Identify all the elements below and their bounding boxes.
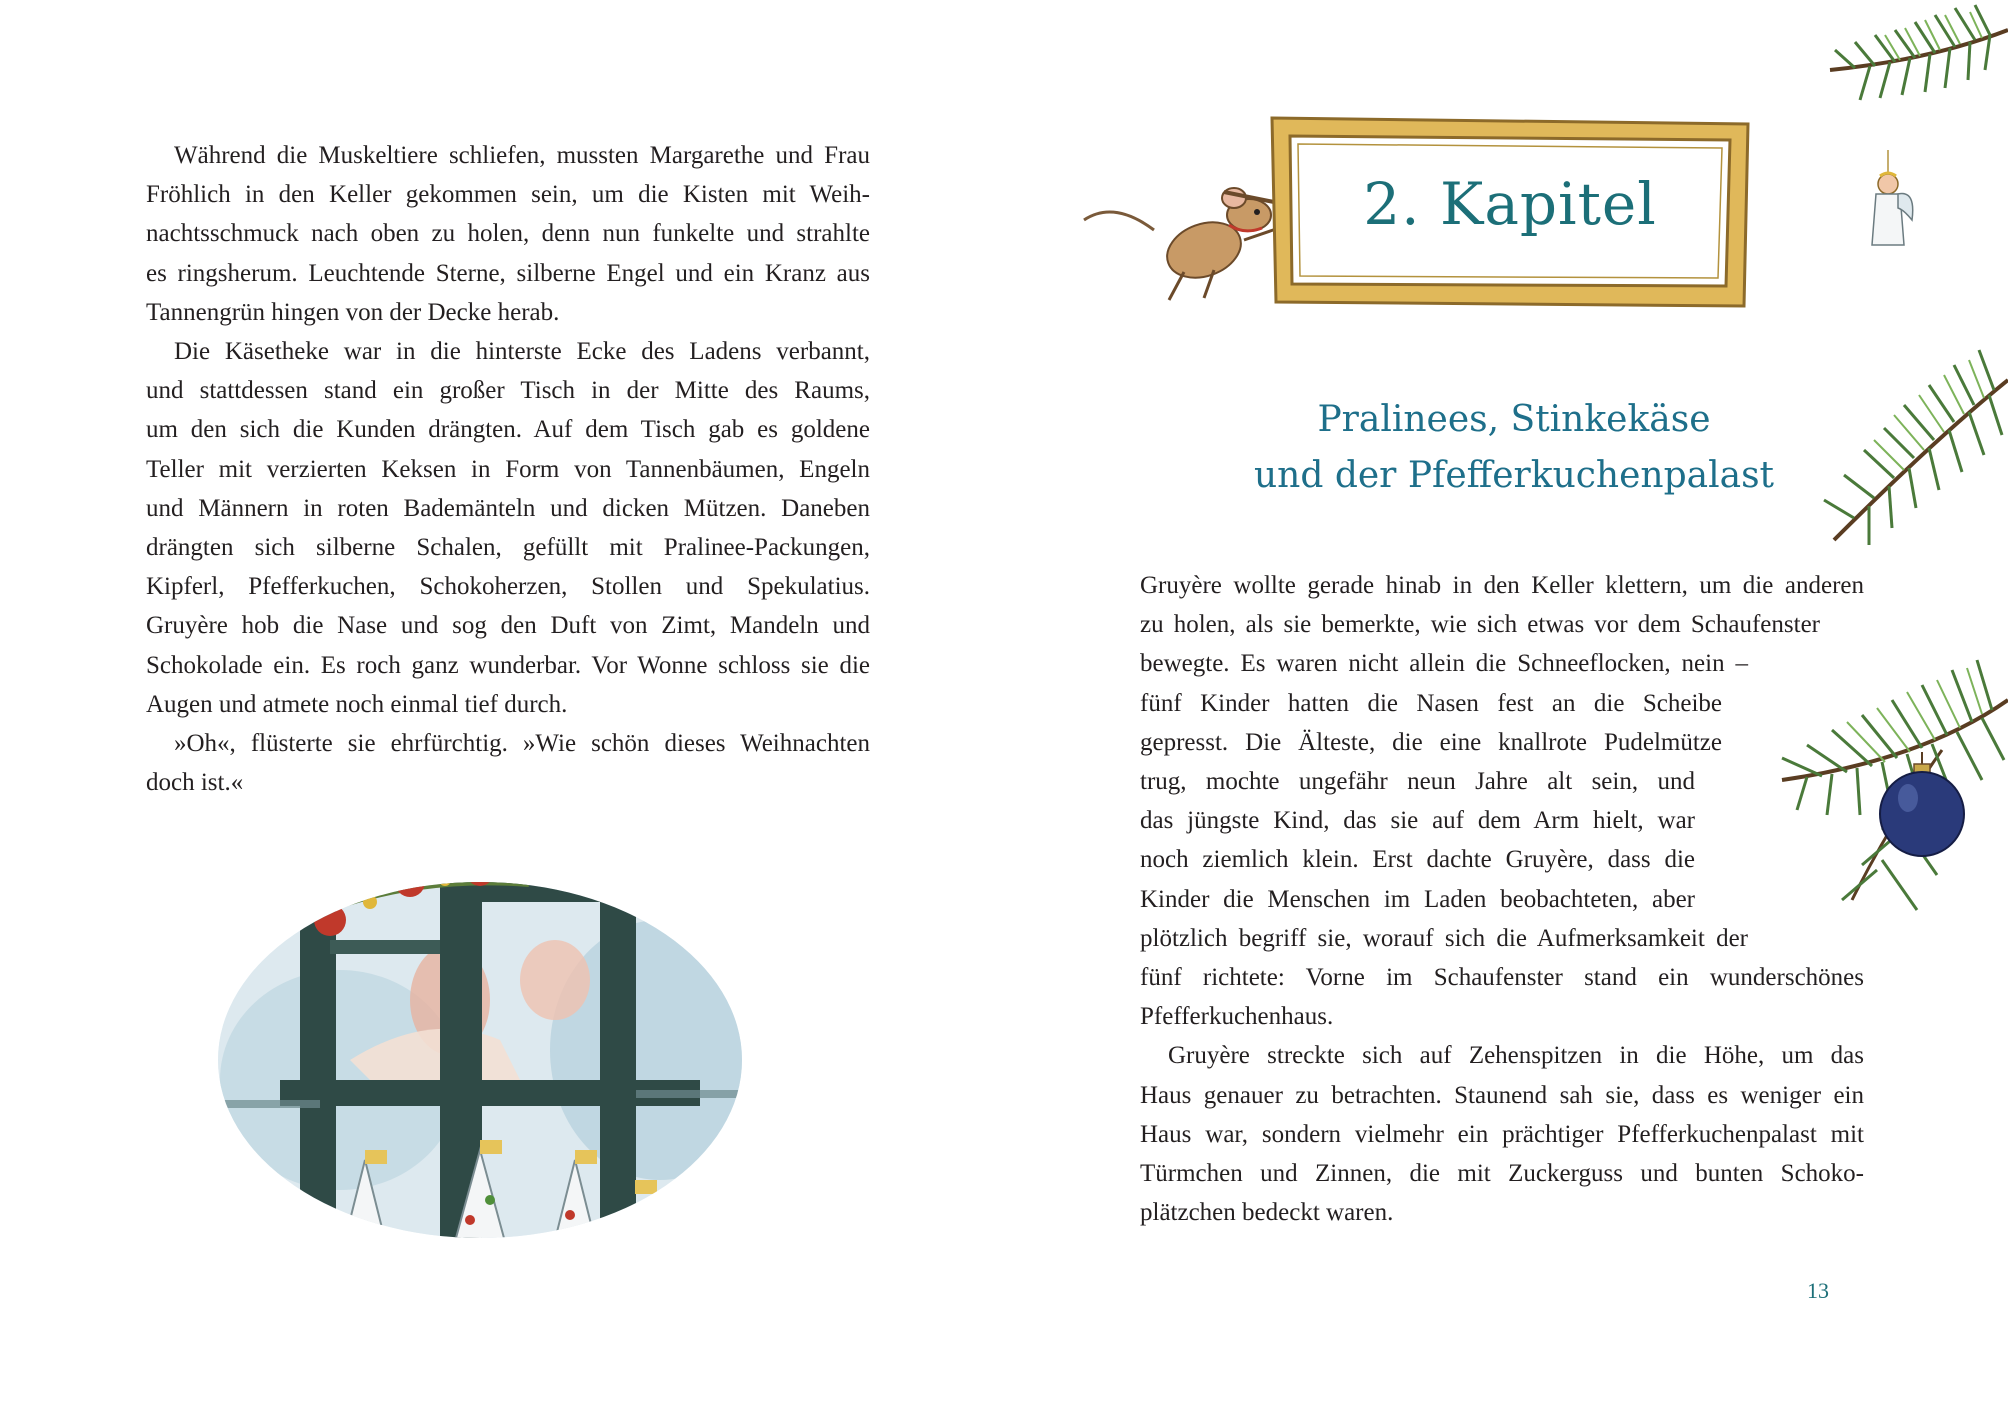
text-line: noch ziemlich klein. Erst dachte Gruyère, dass die — [1140, 846, 1695, 874]
text-line: fünf Kinder hatten die Nasen fest an die Scheibe — [1140, 689, 1722, 717]
text-line: drängten sich silberne Schalen, gefüllt mit Pralinee-Packungen, — [146, 534, 870, 562]
angel-ornament-icon — [1858, 150, 1918, 270]
text-line: um den sich die Kunden drängten. Auf dem Tisch gab es goldene — [146, 416, 870, 444]
text-line: Fröhlich in den Keller gekommen sein, um die Kisten mit Weih- — [146, 181, 870, 209]
text-line: Kinder die Menschen im Laden beobachteten, aber — [1140, 885, 1695, 913]
fir-branch-icon — [1804, 340, 2008, 570]
window-illustration — [200, 850, 760, 1260]
paragraph — [146, 136, 870, 332]
text-line: plötzlich begriff sie, worauf sich die Aufmerksamkeit der — [1140, 924, 1748, 952]
text-line: fünf richtete: Vorne im Schaufenster stand ein wunderschönes — [1140, 964, 1864, 992]
text-line: Die Käsetheke war in die hinterste Ecke des Ladens verbannt, — [174, 338, 870, 366]
text-line: das jüngste Kind, das sie auf dem Arm hielt, war — [1140, 807, 1695, 835]
paragraph — [1140, 1036, 1864, 1232]
text-line: Teller mit verzierten Keksen in Form von Tannenbäumen, Engeln — [146, 455, 870, 483]
text-line: nachtsschmuck nach oben zu holen, denn nun funkelte und strahlte — [146, 220, 870, 248]
text-line: Haus genauer zu betrachten. Staunend sah sie, dass es weniger ein — [1140, 1081, 1864, 1109]
chapter-subtitle — [1164, 392, 1864, 504]
text-line: und stattdessen stand ein großer Tisch in der Mitte des Raums, — [146, 377, 870, 405]
text-line: zu holen, als sie bemerkte, wie sich etwas vor dem Schaufenster — [1140, 611, 1820, 639]
bauble-icon — [1872, 752, 1972, 862]
text-line: Pfefferkuchenhaus. — [1140, 1003, 1334, 1031]
text-line: »Oh«, flüsterte sie ehrfürchtig. »Wie schön dieses Weihnachten — [174, 730, 870, 758]
left-body-text — [146, 136, 870, 802]
text-line: Türmchen und Zinnen, die mit Zuckerguss und bunten Schoko- — [1140, 1160, 1864, 1188]
paragraph — [146, 724, 870, 802]
text-line: trug, mochte ungefähr neun Jahre alt sein, und — [1140, 768, 1695, 796]
right-page — [1004, 0, 2008, 1417]
text-line: Gruyère hob die Nase und sog den Duft von Zimt, Mandeln und — [146, 612, 870, 640]
text-line: Gruyère streckte sich auf Zehenspitzen in die Höhe, um das — [1168, 1042, 1864, 1070]
text-line: plätzchen bedeckt waren. — [1140, 1199, 1394, 1227]
paragraph — [146, 332, 870, 724]
text-line: bewegte. Es waren nicht allein die Schneeflocken, nein – — [1140, 650, 1748, 678]
subtitle-line: Pralinees, Stinkekäse — [1317, 399, 1711, 440]
text-line: Kipferl, Pfefferkuchen, Schokoherzen, Stollen und Spekulatius. — [146, 573, 870, 601]
text-line: Tannengrün hingen von der Decke herab. — [146, 298, 560, 326]
text-line: Schokolade ein. Es roch ganz wunderbar. Vor Wonne schloss sie die — [146, 651, 870, 679]
text-line: gepresst. Die Älteste, die eine knallrote Pudelmütze — [1140, 728, 1722, 756]
fir-branch-icon — [1810, 0, 2008, 150]
subtitle-line: und der Pfefferkuchenpalast — [1253, 455, 1775, 496]
text-line: es ringsherum. Leuchtende Sterne, silberne Engel und ein Kranz aus — [146, 259, 870, 287]
chapter-title: 2. Kapitel — [1363, 170, 1657, 238]
text-line: Gruyère wollte gerade hinab in den Keller klettern, um die anderen — [1140, 572, 1864, 599]
text-line: Augen und atmete noch einmal tief durch. — [146, 690, 568, 718]
text-line: und Männern in roten Bademänteln und dicken Mützen. Daneben — [146, 494, 870, 522]
text-line: doch ist.« — [146, 769, 244, 797]
page-number: 13 — [1807, 1278, 1829, 1303]
text-line: Haus war, sondern vielmehr ein prächtiger Pfefferkuchenpalast mit — [1140, 1120, 1864, 1148]
text-line: Während die Muskeltiere schliefen, mussten Margarethe und Frau — [174, 142, 870, 169]
